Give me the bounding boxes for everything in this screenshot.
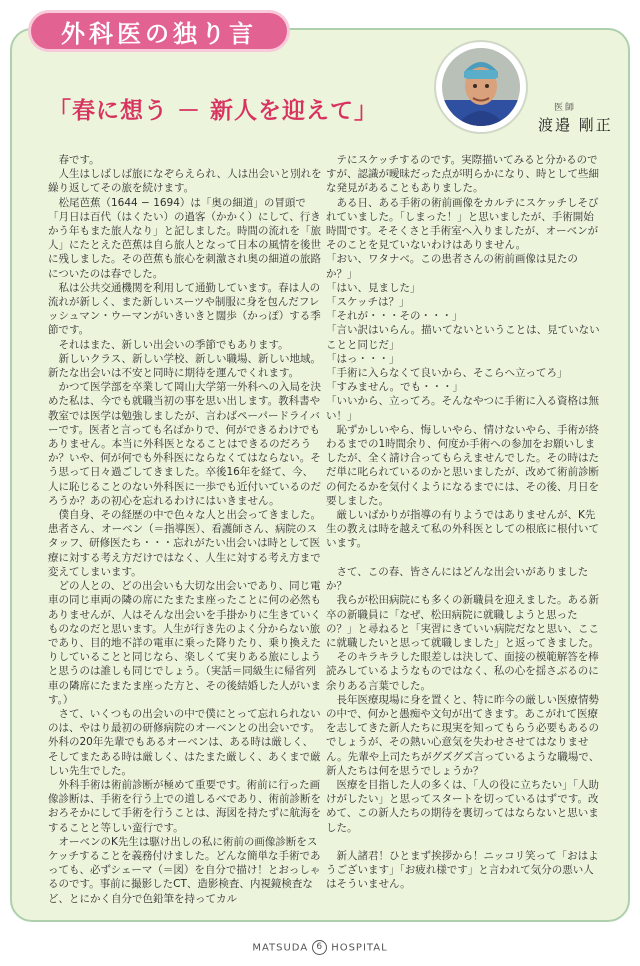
- dialogue-line: 「おい、ワタナベ。この患者さんの術前画像は見たのか？」: [326, 253, 578, 280]
- paragraph: それはまた、新しい出会いの季節でもあります。: [58, 338, 289, 351]
- paragraph: 外科手術は術前診断が極めて重要です。術前に行った画像診断は、手術を行う上での道しるべであり、術前診断をおろそかにして手術を行うことは、海図を持たずに航海をすることと等しい蛮行です。: [48, 778, 321, 834]
- author-name: 渡邉 剛正: [538, 116, 613, 134]
- author-portrait-image: [442, 48, 520, 126]
- paragraph: 新人諸君！ひとまず挨拶から！ニッコリ笑って「おはようございます」「お疲れ様です」と言われて気分の悪い人はそういません。: [326, 849, 599, 891]
- footer-brand-left: MATSUDA: [252, 942, 309, 954]
- paragraph: 松尾芭蕉（1644 − 1694）は「奥の細道」の冒頭で「月日は百代（はくたい）の過客（かかく）にして、行きかう年もまた旅人なり」と記しました。時間の流れを「旅人」にたとえた芭蕉は自ら旅人となって日本の風情を後世に残しました。その芭蕉も旅心を刺激され奥の細道の旅路についたのは春でした。: [48, 196, 321, 280]
- paragraph: 長年医療現場に身を置くと、特に昨今の厳しい医療情勢の中で、何かと愚痴や文句が出てきます。あこがれて医療を志してきた新人たちに現実を知ってもらう必要もあるのでしょうが、その熱い心意気を失わせさせてはなりません。先輩や上司たちがグズグズ言っているような職場で、新人たちは何を思うでしょうか？: [326, 693, 600, 777]
- page-footer: [0, 940, 640, 955]
- dialogue-line: 「手術に入らなくて良いから、そこらへ立ってろ」: [326, 367, 568, 380]
- paragraph: 春です。: [58, 154, 100, 166]
- dialogue-line: 「はっ・・・」: [326, 352, 400, 365]
- column-title: 外科医の独り言: [61, 19, 257, 48]
- dialogue-line: 「言い訳はいらん。描いてないということは、見ていないことと同じだ」: [326, 324, 600, 351]
- paragraph: ある日、ある手術の術前画像をカルテにスケッチしそびれていました。「しまった！」と思いましたが、手術開始時間です。そそくさと手術室へ入りましたが、オーベンがそのことを見ていないわけはありません。: [326, 196, 599, 252]
- dialogue-line: 「スケッチは？」: [326, 296, 410, 309]
- page-number: 6: [312, 940, 327, 955]
- paragraph: オーベンのK先生は駆け出しの私に術前の画像診断をスケッチすることを義務付けました。どんな簡単な手術であっても、必ずシェーマ（＝図）を自分で描け！とおっしゃるのです。事前に撮影したCT、造影検査、内視鏡検査など、とにかく自分で色鉛筆を持ってカル: [48, 835, 321, 905]
- paragraph: テにスケッチするのです。実際描いてみると分かるのですが、認識が曖昧だった点が明らかになり、時として些細な発見があることもありました。: [326, 154, 599, 195]
- dialogue-line: 「それが・・・その・・・」: [326, 310, 463, 323]
- article-column-left: [48, 153, 322, 906]
- footer-brand-right: HOSPITAL: [331, 942, 388, 954]
- dialogue-line: 「はい、見ました」: [326, 281, 421, 294]
- paragraph-spacer: [326, 835, 600, 849]
- article-headline: 「春に想う － 新人を迎えて」: [48, 98, 379, 124]
- paragraph: 新しいクラス、新しい学校、新しい職場、新しい地域。新たな出会いは不安と同時に期待を運んでくれます。: [48, 352, 321, 380]
- paragraph: 恥ずかしいやら、悔しいやら、情けないやら、手術が終わるまでの1時間余り、何度か手術への参加をお願いしましたが、全く請け合ってもらえませんでした。その時はただ単に叱られているのかと思いましたが、改めて術前診断の何たるかを気付くようになるまでには、その後、月日を要しました。: [326, 423, 599, 507]
- dialogue-line: 「いいから、立ってろ。そんなやつに手術に入る資格は無い！」: [326, 395, 599, 422]
- paragraph: 人生はしばしば旅になぞらえられ、人は出会いと別れを繰り返してその旅を続けます。: [48, 168, 322, 195]
- paragraph: 私は公共交通機関を利用して通勤しています。春は人の流れが新しく、また新しいスーツや制服に身を包んだフレッシュマン・ウーマンがいきいきと闊歩（かっぽ）する季節です。: [48, 281, 321, 337]
- paragraph: 厳しいばかりが指導の有りようではありませんが、K先生の教えは時を越えて私の外科医としての根底に根付いています。: [326, 509, 599, 550]
- paragraph: どの人との、どの出会いも大切な出会いであり、同じ電車の同じ車両の隣の席にたまたま座ったことに何の必然もありませんが、人はそんな出会いを手掛かりに生きていくものなのだと思います。人生が行き先のよく分からない旅であり、目的地不詳の電車に乗った降りたり、乗り換えたりしていることと同じなら、楽しくて実りある旅にしようと思うのは誰しも同じでしょう。（実話＝同級生に帰省列車の隣席にたまたま座った方と、その後結婚した人がいます。）: [48, 580, 321, 706]
- paragraph: そのキラキラした眼差しは決して、面接の模範解答を棒読みしているようなものではなく、私の心を揺さぶるのに余りある言葉でした。: [326, 651, 599, 692]
- column-title-badge: [28, 10, 290, 52]
- paragraph: 医療を目指した人の多くは、「人の役に立ちたい」「人助けがしたい」と思ってスタートを切っているはずです。改めて、この新人たちの期待を裏切ってはならないと思いました。: [326, 778, 599, 834]
- article-column-right: [326, 153, 600, 892]
- dialogue-line: 「すみません。でも・・・」: [326, 381, 464, 394]
- author-role: 医師: [554, 103, 577, 113]
- paragraph: さて、いくつもの出会いの中で僕にとって忘れられないのは、やはり最初の研修病院のオーベンとの出会いです。外科の20年先輩でもあるオーベンは、ある時は厳しく、そしてまたある時は厳しく、はたまた厳しく、あくまで厳しい先生でした。: [48, 707, 321, 777]
- paragraph: さて、この春、皆さんにはどんな出会いがありましたか？: [326, 565, 589, 593]
- paragraph: かつて医学部を卒業して岡山大学第一外科への入局を決めた私は、今でも就職当初の事を思い出します。教科書や教室では医学は勉強しましたが、言わばペーパードライバーです。医者と言っても名ばかりで、何ができるわけでもありません。本当に外科医となることはできるのだろうか？いや、何が何でも外科医にならなくてはならない。そう思って日々過ごしてきました。卒後16年を経て、今、人に恥じることのない外科医に一歩でも近付いているのだろうか？あの初心を忘れるわけにはいきません。: [48, 381, 321, 507]
- paragraph-spacer: [326, 551, 600, 565]
- paragraph: 僕自身、その経歴の中で色々な人と出会ってきました。患者さん、オーベン（＝指導医）、看護師さん、病院のスタッフ、研修医たち・・・忘れがたい出会いは時として医療に対する考え方だけではなく、人生に対する考え方まで変えてしまいます。: [48, 509, 321, 578]
- author-photo: [434, 40, 528, 134]
- paragraph: 我らが松田病院にも多くの新職員を迎えました。ある新卒の新職員に「なぜ、松田病院に就職しようと思ったの？」と尋ねると「実習にきていい病院だなと思い、ここに就職したいと思って就職しました」と返ってきました。: [326, 594, 599, 649]
